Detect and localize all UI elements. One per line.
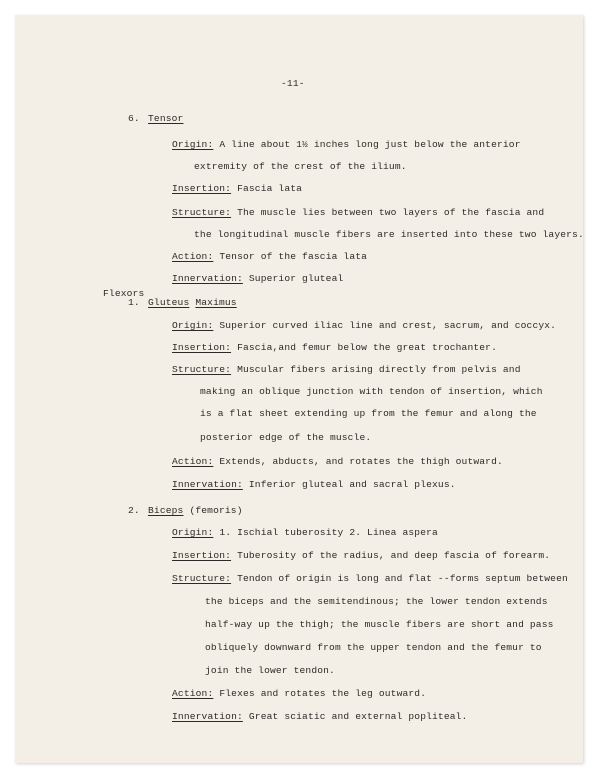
section-subtitle: (femoris) — [189, 505, 243, 516]
field-text: Extends, abducts, and rotates the thigh outward. — [219, 456, 503, 467]
field-text: Superior curved iliac line and crest, sacrum, and coccyx. — [219, 320, 557, 331]
tensor-innervation — [172, 273, 343, 285]
section-number: 1. — [128, 297, 140, 308]
field-label: Action: — [172, 251, 214, 262]
tensor-origin — [172, 139, 521, 151]
gluteus-innervation — [172, 479, 456, 491]
field-text: Flexes and rotates the leg outward. — [219, 688, 427, 699]
field-text: Inferior gluteal and sacral plexus. — [248, 479, 456, 490]
field-text: 1. Ischial tuberosity 2. Linea aspera — [219, 527, 438, 538]
section-heading-gluteus-maximus — [128, 297, 237, 309]
tensor-structure — [172, 207, 544, 219]
biceps-structure — [172, 573, 568, 585]
biceps-origin — [172, 527, 438, 539]
field-label: Innervation: — [172, 273, 243, 284]
field-text: Muscular fibers arising directly from pelvis and — [237, 364, 521, 375]
field-text: The muscle lies between two layers of the fascia and — [237, 207, 545, 218]
field-text: Tuberosity of the radius, and deep fascia of forearm. — [237, 550, 551, 561]
section-title-word: Gluteus — [148, 297, 190, 308]
gluteus-structure — [172, 364, 521, 376]
field-label: Structure: — [172, 207, 232, 218]
biceps-structure-continued: half-way up the thigh; the muscle fibers are short and pass — [205, 619, 554, 630]
gluteus-origin — [172, 320, 556, 332]
gluteus-structure-continued: making an oblique junction with tendon of insertion, which — [200, 386, 543, 397]
field-label: Action: — [172, 456, 214, 467]
section-heading-biceps — [128, 505, 243, 517]
biceps-action — [172, 688, 426, 700]
field-text: A line about 1½ inches long just below the anterior — [219, 139, 521, 150]
field-text: Fascia,and femur below the great trochanter. — [237, 342, 497, 353]
section-title: Biceps — [148, 505, 184, 516]
tensor-origin-continued: extremity of the crest of the ilium. — [194, 161, 407, 172]
tensor-insertion — [172, 183, 302, 195]
field-label: Structure: — [172, 364, 232, 375]
tensor-action — [172, 251, 367, 263]
field-label: Origin: — [172, 139, 214, 150]
section-number: 2. — [128, 505, 140, 516]
field-label: Origin: — [172, 320, 214, 331]
gluteus-structure-continued: is a flat sheet extending up from the femur and along the — [200, 408, 537, 419]
biceps-innervation — [172, 711, 467, 723]
field-label: Structure: — [172, 573, 232, 584]
gluteus-action — [172, 456, 503, 468]
biceps-structure-continued: the biceps and the semitendinous; the lower tendon extends — [205, 596, 548, 607]
field-text: Superior gluteal — [248, 273, 344, 284]
flexors-heading: Flexors — [103, 288, 145, 299]
field-text: Tendon of origin is long and flat --forms septum between — [237, 573, 568, 584]
biceps-structure-continued: join the lower tendon. — [205, 665, 335, 676]
biceps-structure-continued: obliquely downward from the upper tendon and the femur to — [205, 642, 542, 653]
field-text: Tensor of the fascia lata — [219, 251, 368, 262]
gluteus-insertion — [172, 342, 497, 354]
section-title-word: Maximus — [195, 297, 237, 308]
field-label: Innervation: — [172, 479, 243, 490]
section-title: Tensor — [148, 113, 184, 124]
field-label: Insertion: — [172, 183, 232, 194]
biceps-insertion — [172, 550, 550, 562]
gluteus-structure-continued: posterior edge of the muscle. — [200, 432, 372, 443]
field-text: Fascia lata — [237, 183, 303, 194]
field-label: Origin: — [172, 527, 214, 538]
field-label: Insertion: — [172, 550, 232, 561]
field-label: Innervation: — [172, 711, 243, 722]
field-label: Insertion: — [172, 342, 232, 353]
field-label: Action: — [172, 688, 214, 699]
section-heading-tensor — [128, 113, 183, 125]
page-number: -11- — [281, 78, 305, 89]
section-number: 6. — [128, 113, 140, 124]
tensor-structure-continued: the longitudinal muscle fibers are inserted into these two layers. — [194, 229, 584, 240]
field-text: Great sciatic and external popliteal. — [248, 711, 468, 722]
